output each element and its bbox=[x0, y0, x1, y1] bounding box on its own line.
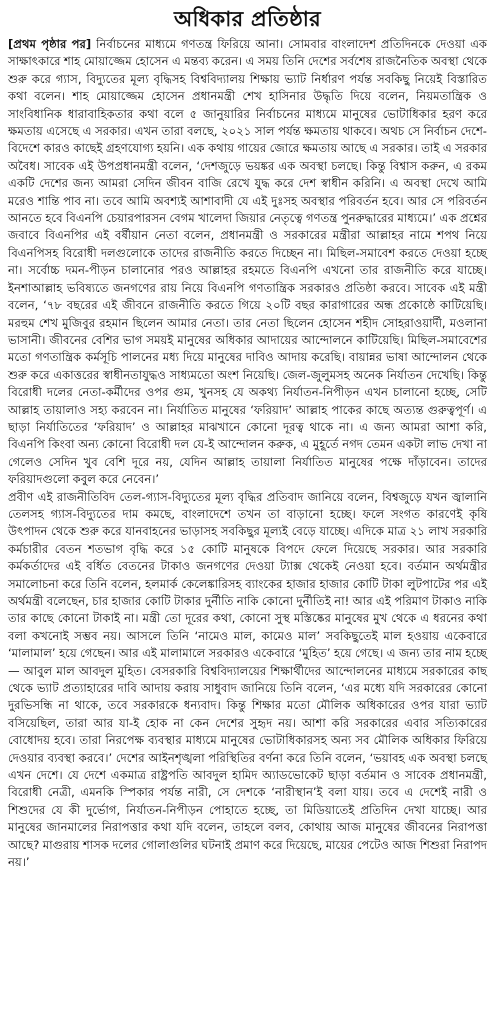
article-paragraph-2 bbox=[8, 489, 487, 872]
continuation-marker: [প্রথম পৃষ্ঠার পর] bbox=[8, 37, 92, 51]
article-body bbox=[8, 36, 487, 872]
paragraph-text: প্রবীণ এই রাজনীতিবিদ তেল-গ্যাস-বিদ্যুতের মূল্য বৃদ্ধির প্রতিবাদ জানিয়ে বলেন, বিশ্বজুড়ে যখন জ্বালানি তেলসহ গ্যাস-বিদ্যুতের দাম কমছে, বাংলাদেশে তখন তা বাড়ানো হচ্ছে। ফলে সংগত কারণেই কৃষি উৎপাদন থেকে শুরু করে যানবাহনের ভাড়াসহ সবকিছুর মূল্যই বেড়ে যাচ্ছে। এদিকে মাত্র ২১ লাখ সরকারি কর্মচারীর বেতন শতভাগ বৃদ্ধি করে ১৫ কোটি মানুষকে বিপদে ফেলে দিয়েছে সরকার। আর সরকারি কর্মকর্তাদের এই বর্ধিত বেতনের টাকাও জনগণের দেওয়া ট্যাক্স থেকেই নেওয়া হবে। বর্তমান অর্থমন্ত্রীর সমালোচনা করে তিনি বলেন, হলমার্ক কেলেঙ্কারিসহ ব্যাংকের হাজার হাজার কোটি টাকা লুটপাটের পর এই অর্থমন্ত্রী বলেছেন, চার হাজার কোটি টাকার দুর্নীতি নাকি কোনো দুর্নীতিই না! আর এই পরিমাণ টাকাও নাকি তার কাছে কোনো টাকাই না। মন্ত্রী তো দূরের কথা, কোনো সুস্থ মস্তিষ্কের মানুষের মুখ থেকে এ ধরনের কথা বলা কখনোই সম্ভব নয়। আসলে তিনি ‘নামেও মাল, কামেও মাল’ সবকিছুতেই মাল হওয়ায় একেবারে ‘মালামাল’ হয়ে গেছেন। আর এই মালামালে সরকারও একেবারে ‘মুহিত’ হয়ে গেছে। এ জন্য তার নাম হচ্ছে— আবুল মাল আবদুল মুহিত। বেসরকারি বিশ্ববিদ্যালয়ের শিক্ষার্থীদের আন্দোলনের মাধ্যমে সরকারের কাছ থেকে ভ্যাট প্রত্যাহারের দাবি আদায় করায় সাধুবাদ জানিয়ে তিনি বলেন, ‘এর মধ্যে যদি সরকারের কোনো দুরভিসন্ধি না থাকে, তবে সরকারকে ধন্যবাদ। কিন্তু শিক্ষার মতো মৌলিক অধিকারের ওপর যারা ভ্যাট বসিয়েছিল, তারা আর যা-ই হোক না কেন দেশের সুহৃদ নয়। আশা করি সরকারের এবার সত্যিকারের বোধোদয় হবে। তারা নিরপেক্ষ ব্যবস্থার মাধ্যমে মানুষের ভোটাধিকারসহ অন্য সব মৌলিক অধিকার ফিরিয়ে দেওয়ার ব্যবস্থা করবে।’ দেশের আইনশৃঙ্খলা পরিস্থিতির বর্ণনা করে তিনি বলেন, ‘ভয়াবহ এক অবস্থা চলছে এখন দেশে। যে দেশে একমাত্র রাষ্ট্রপতি আবদুল হামিদ অ্যাডভোকেট ছাড়া বর্তমান ও সাবেক প্রধানমন্ত্রী, বিরোধী নেত্রী, এমনকি স্পিকার পর্যন্ত নারী, সে দেশকে ‘নারীস্থান’ই বলা যায়। তবে এ দেশেই নারী ও শিশুদের যে কী দুর্ভোগ, নির্যাতন-নিপীড়ন পোহাতে হচ্ছে, তা মিডিয়াতেই প্রতিদিন দেখা যাচ্ছে। আর মানুষের জানমালের নিরাপত্তার কথা যদি বলেন, তাহলে বলব, কোথায় আজ মানুষের জীবনের নিরাপত্তা আছে? মাগুরায় শাসক দলের গোলাগুলির ঘটনাই প্রমাণ করে দিয়েছে, মায়ের পেটেও আজ শিশুরা নিরাপদ নয়।’ bbox=[8, 489, 487, 870]
article-paragraph-1 bbox=[8, 36, 487, 489]
article-headline: অধিকার প্রতিষ্ঠার bbox=[173, 7, 322, 31]
paragraph-text: নির্বাচনের মাধ্যমে গণতন্ত্র ফিরিয়ে আনা। সোমবার বাংলাদেশ প্রতিদিনকে দেওয়া এক সাক্ষাৎকারে শাহ মোয়াজ্জেম হোসেন এ মন্তব্য করেন। এ সময় তিনি দেশের সর্বশেষ রাজনৈতিক অবস্থা থেকে শুরু করে গ্যাস, বিদ্যুতের মূল্য বৃদ্ধিসহ বিশ্ববিদ্যালয় শিক্ষায় ভ্যাট নির্ধারণ পর্যন্ত সবকিছু নিয়েই বিস্তারিত কথা বলেন। শাহ মোয়াজ্জেম হোসেন প্রধানমন্ত্রী শেখ হাসিনার উদ্ধৃতি দিয়ে বলেন, নিয়মতান্ত্রিক ও সাংবিধানিক ধারাবাহিকতার কথা বলে ৫ জানুয়ারির নির্বাচনের মাধ্যমে মানুষের ভোটাধিকার হরণ করে ক্ষমতায় এসেছে এ সরকার। এখন তারা বলছে, ২০২১ সাল পর্যন্ত ক্ষমতায় থাকবে। অথচ সে নির্বাচন দেশে-বিদেশে কারও কাছেই গ্রহণযোগ্য হয়নি। এক কথায় গায়ের জোরে ক্ষমতায় আছে এ সরকার। তাই এ সরকার অবৈধ। সাবেক এই উপপ্রধানমন্ত্রী বলেন, ‘দেশজুড়ে ভয়ঙ্কর এক অবস্থা চলছে। কিন্তু বিশ্বাস করুন, এ রকম একটি দেশের জন্য আমরা সেদিন জীবন বাজি রেখে যুদ্ধ করে দেশ স্বাধীন করিনি। এ অবস্থা দেখে আমি মরেও শান্তি পাব না। তবে আমি অবশ্যই আশাবাদী যে এই দুঃসহ অবস্থার পরিবর্তন হবে। আর সে পরিবর্তন আনতে হবে বিএনপি চেয়ারপারসন বেগম খালেদা জিয়ার নেতৃত্বে গণতন্ত্র পুনরুদ্ধারের মাধ্যমে।’ এক প্রশ্নের জবাবে বিএনপির এই বর্ষীয়ান নেতা বলেন, প্রধানমন্ত্রী ও সরকারের মন্ত্রীরা আল্লাহর নামে শপথ নিয়ে বিএনপিসহ বিরোধী দলগুলোকে তাদের রাজনীতি করতে দিচ্ছেন না। মিছিল-সমাবেশ করতে দেওয়া হচ্ছে না। সর্বোচ্চ দমন-পীড়ন চালানোর পরও আল্লাহর রহমতে বিএনপি এখনো তার রাজনীতি করে যাচ্ছে। ইনশাআল্লাহ ভবিষ্যতে জনগণের রায় নিয়ে বিএনপি গণতান্ত্রিক সরকারও প্রতিষ্ঠা করবে। সাবেক এই মন্ত্রী বলেন, ‘৭৮ বছরের এই জীবনে রাজনীতি করতে গিয়ে ২০টি বছর কারাগারের অন্ধ প্রকোষ্ঠে কাটিয়েছি। মরহুম শেখ মুজিবুর রহমান ছিলেন আমার নেতা। তার নেতা ছিলেন হোসেন শহীদ সোহরাওয়ার্দী, মওলানা ভাসানী। জীবনের বেশির ভাগ সময়ই মানুষের অধিকার আদায়ের আন্দোলনে কাটিয়েছি। মিছিল-সমাবেশের মতো গণতান্ত্রিক কর্মসূচি পালনের মধ্য দিয়ে মানুষের দাবিও আদায় করেছি। বায়ান্নর ভাষা আন্দোলন থেকে শুরু করে একাত্তরের স্বাধীনতাযুদ্ধও সাধ্যমতো অংশ নিয়েছি। জেল-জুলুমসহ অনেক নির্যাতন দেখেছি। কিন্তু বিরোধী দলের নেতা-কর্মীদের ওপর গুম, খুনসহ যে অকথ্য নির্যাতন-নিপীড়ন এখন চালানো হচ্ছে, সেটি আল্লাহ তায়ালাও সহ্য করবেন না। নির্যাতিত মানুষের ‘ফরিয়াদ’ আল্লাহ পাকের কাছে অত্যন্ত গুরুত্বপূর্ণ। এ ছাড়া নির্যাতিতের ‘ফরিয়াদ’ ও আল্লাহর মাঝখানে কোনো দূরত্ব থাকে না। এ জন্য আমরা আশা করি, বিএনপি কিংবা অন্য কোনো বিরোধী দল যে-ই আন্দোলন করুক, এ মুহূর্তে নগদ তেমন একটা লাভ দেখা না গেলেও সেদিন খুব বেশি দূরে নয়, যেদিন আল্লাহ তায়ালা নির্যাতিত মানুষের পক্ষে দাঁড়াবেন। তাদের ফরিয়াদগুলো কবুল করে নেবেন।’ bbox=[8, 37, 487, 487]
